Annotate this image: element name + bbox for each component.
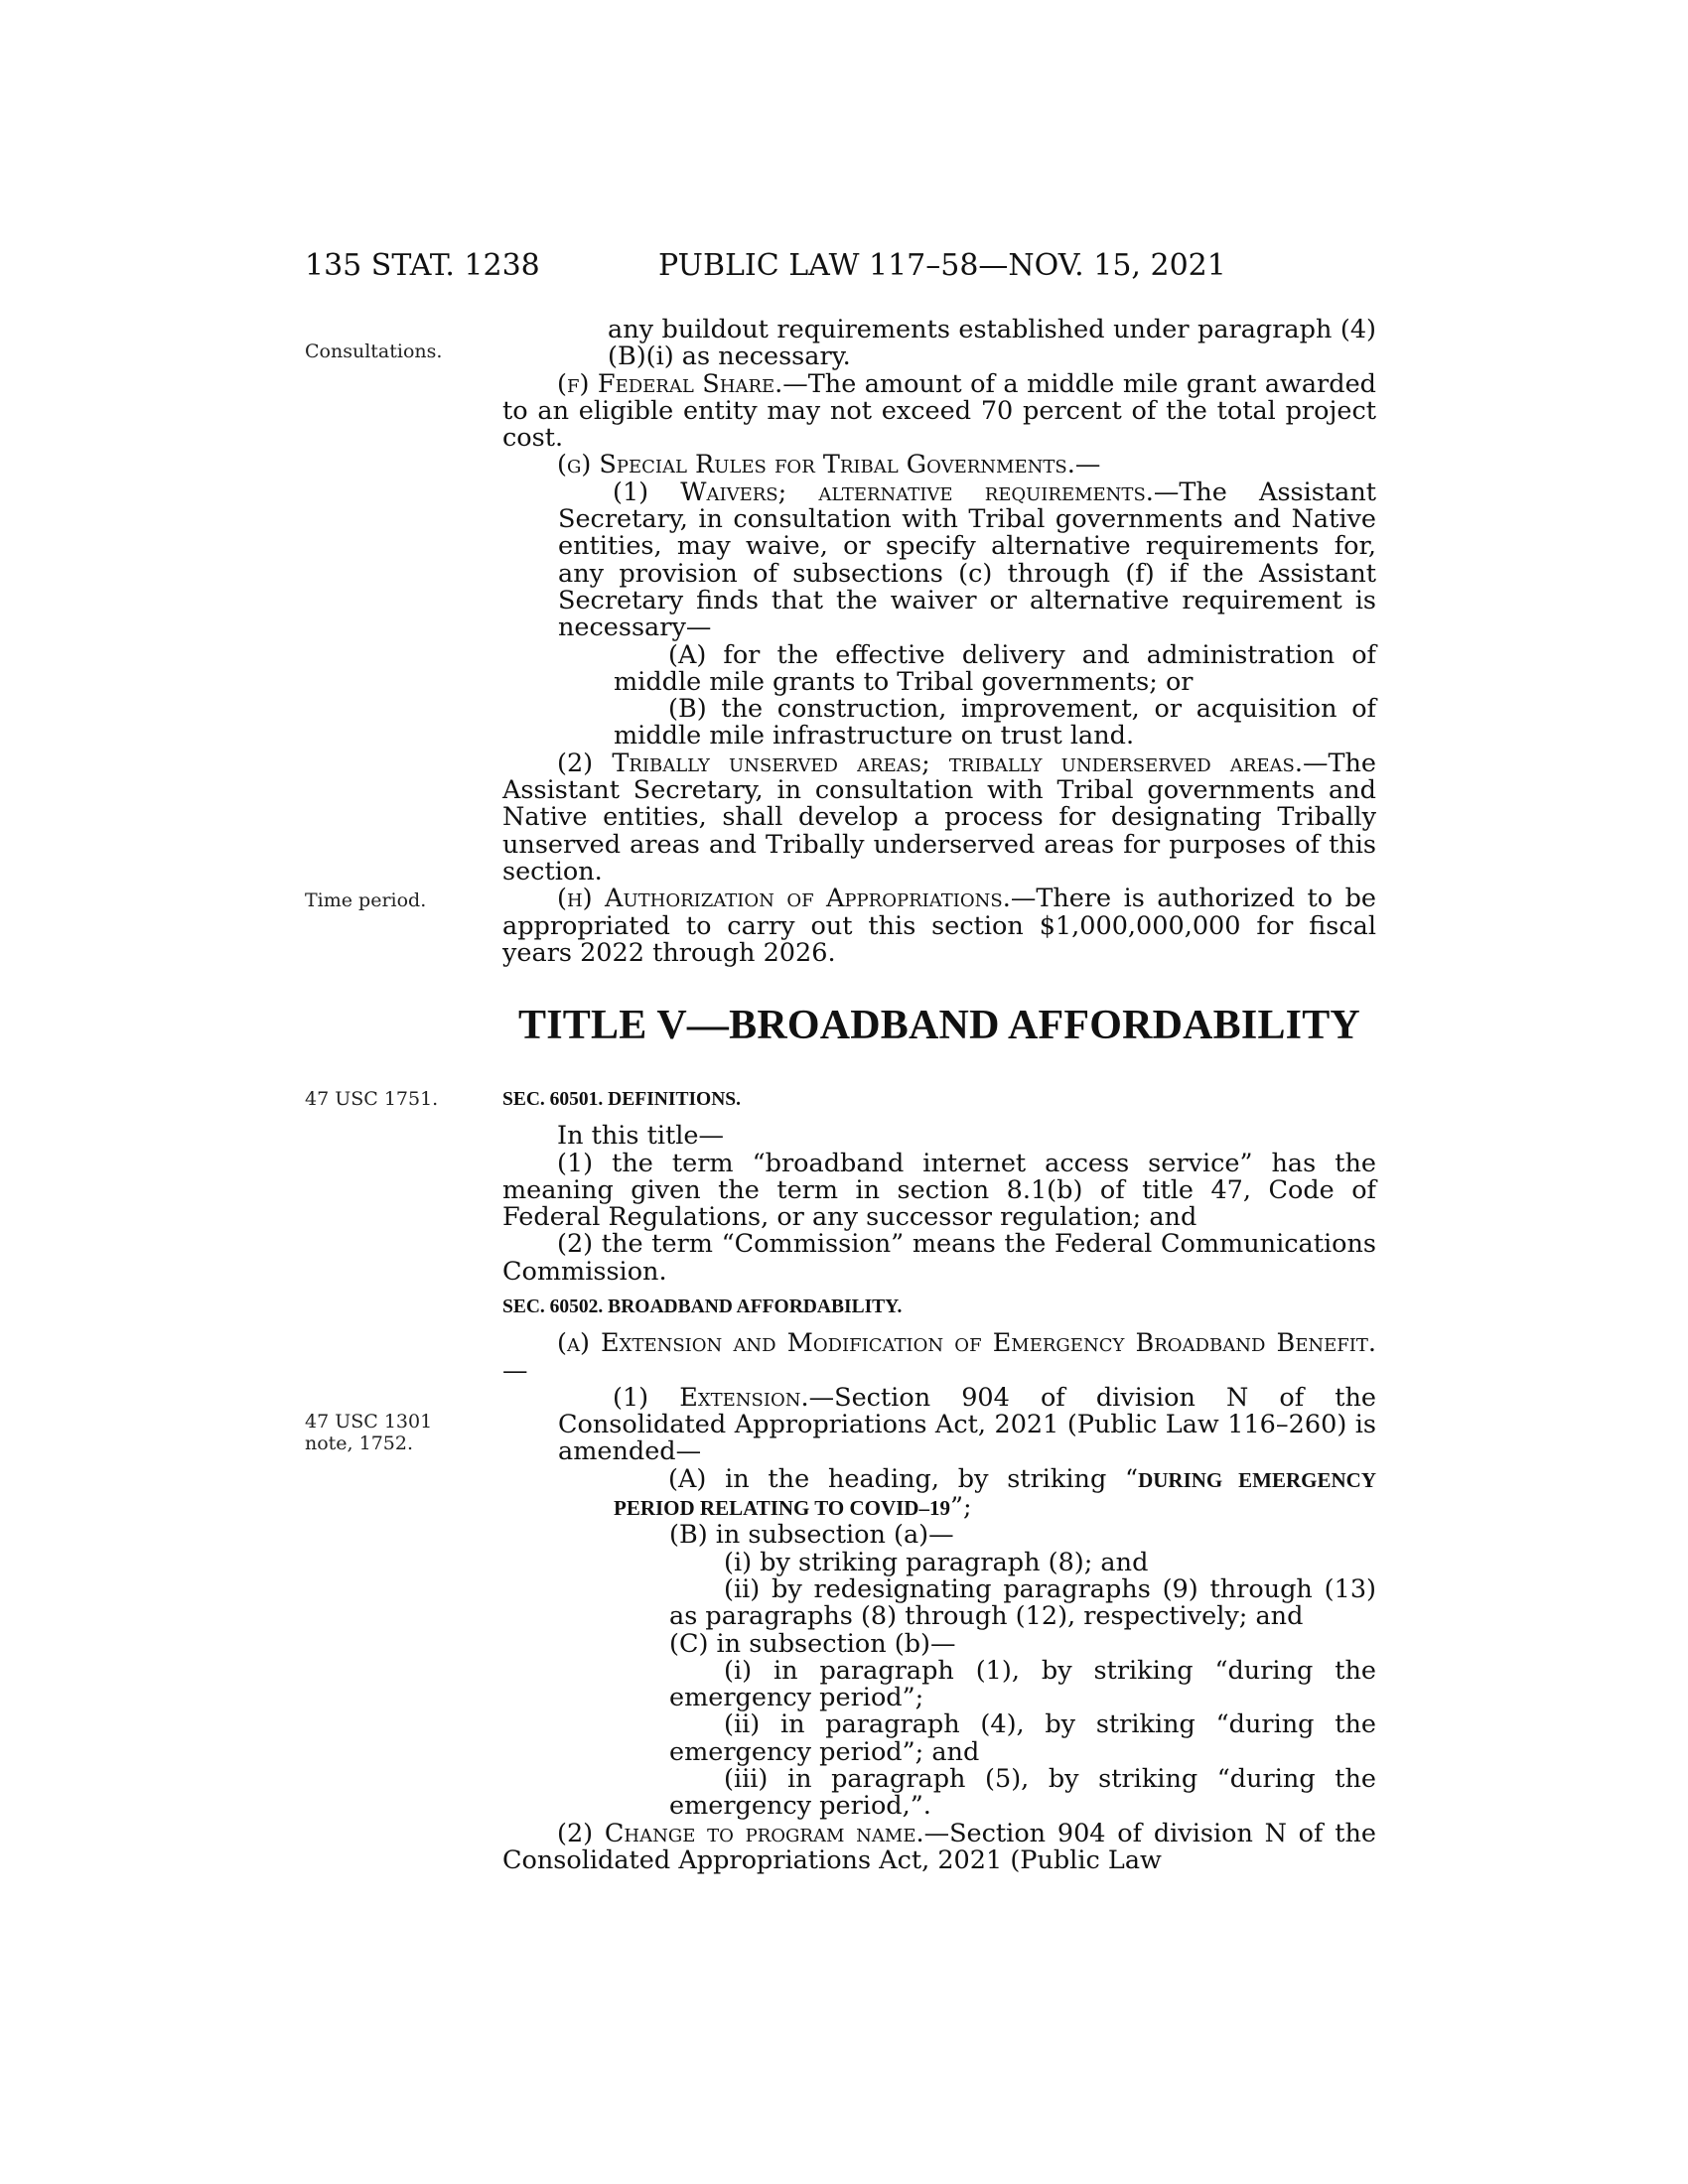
clause-a-suffix: ”; xyxy=(949,1492,972,1523)
clause-a-prefix: (A) in the heading, by striking “ xyxy=(668,1463,1139,1494)
clause-b: (B) in subsection (a)— xyxy=(669,1520,954,1551)
subsection-f-text: —The amount of a middle mile grant awarded to an eligible entity may not exceed 70 percent of the total project cost. xyxy=(502,368,1376,454)
section-60501-intro: In this title— xyxy=(557,1121,725,1152)
margin-note-usc-1301-line2: note, 1752. xyxy=(305,1433,414,1454)
clause-c-i: (i) in paragraph (1), by striking “during the emergency period”; xyxy=(669,1655,1376,1713)
section-60501-paragraph-2: (2) the term “Commission” means the Federal Communications Commission. xyxy=(502,1229,1376,1287)
paragraph-g2-heading: (2) Tribally unserved areas; tribally underserved areas. xyxy=(557,748,1303,778)
paragraph-a1-text: —Section 904 of division N of the Consolidated Appropriations Act, 2021 (Public Law 116–260) is amended— xyxy=(558,1382,1376,1467)
subsection-h-text: —There is authorized to be appropriated to carry out this section $1,000,000,000 for fiscal years 2022 through 2026. xyxy=(502,884,1377,968)
clause-a-struck-heading: DURING EMERGENCY PERIOD RELATING TO COVID–19 xyxy=(614,1467,1376,1521)
paragraph-a2-heading: (2) Change to program name. xyxy=(557,1818,924,1848)
clause-b-i: (i) by striking paragraph (8); and xyxy=(724,1547,1149,1577)
paragraph-a2 xyxy=(502,1818,1376,1875)
subsection-h-heading: (h) Authorization of Appropriations. xyxy=(557,884,1011,914)
buildout-paragraph: any buildout requirements established under paragraph (4)(B)(i) as necessary. xyxy=(608,315,1376,372)
page-number: 135 STAT. 1238 xyxy=(305,248,540,283)
paragraph-g2-text: —The Assistant Secretary, in consultation with Tribal governments and Native entities, shall develop a process for designating Tribally unserved areas and Tribally underserved areas for purposes of this section. xyxy=(502,748,1376,887)
title-heading: TITLE V—BROADBAND AFFORDABILITY xyxy=(518,1003,1360,1048)
clause-g1-b: (B) the construction, improvement, or acquisition of middle mile infrastructure on trust land. xyxy=(614,694,1376,751)
section-60501-paragraph-1: (1) the term “broadband internet access service” has the meaning given the term in section 8.1(b) of title 47, Code of Federal Regulations, or any successor regulation; and xyxy=(502,1148,1376,1233)
paragraph-a1-heading: (1) Extension. xyxy=(613,1382,809,1413)
margin-note-usc-1301-line1: 47 USC 1301 xyxy=(305,1411,433,1433)
section-60502-heading: SEC. 60502. BROADBAND AFFORDABILITY. xyxy=(502,1297,903,1317)
clause-c: (C) in subsection (b)— xyxy=(669,1628,956,1659)
subsection-a xyxy=(502,1330,1376,1385)
paragraph-g1-heading: (1) Waivers; alternative requirements. xyxy=(613,477,1154,507)
section-60501 xyxy=(502,1086,1376,1286)
subsection-a-dash: — xyxy=(502,1355,528,1386)
subsection-f-heading: (f) Federal Share. xyxy=(557,368,783,399)
page-header xyxy=(0,248,1688,288)
margin-note-consultations: Consultations. xyxy=(305,341,443,362)
margin-note-usc-1301 xyxy=(305,1411,464,1454)
clause-g1-a: (A) for the effective delivery and administration of middle mile grants to Tribal governments; or xyxy=(614,639,1376,697)
subsection-g-dash: — xyxy=(1074,450,1101,480)
paragraph-g1-text: —The Assistant Secretary, in consultation with Tribal governments and Native entities, may waive, or specify alternative requirements for, any provision of subsections (c) through (f) if the Assistant Secretary finds that the waiver or alternative requirement is necessary— xyxy=(558,477,1376,643)
section-60502 xyxy=(502,1294,1376,1874)
margin-note-time-period: Time period. xyxy=(305,889,427,911)
section-continuation xyxy=(502,317,1376,967)
paragraph-a1 xyxy=(502,1382,1376,1467)
paragraph-g2 xyxy=(502,748,1376,887)
clause-a xyxy=(502,1463,1376,1523)
law-citation: PUBLIC LAW 117–58—NOV. 15, 2021 xyxy=(658,248,1226,283)
margin-note-usc-1751: 47 USC 1751. xyxy=(305,1088,439,1110)
clause-b-ii: (ii) by redesignating paragraphs (9) through (13) as paragraphs (8) through (12), respectively; and xyxy=(669,1573,1376,1632)
subsection-g xyxy=(502,452,1376,478)
subsection-f xyxy=(502,368,1376,454)
section-60501-heading: SEC. 60501. DEFINITIONS. xyxy=(502,1089,742,1110)
paragraph-g1 xyxy=(502,479,1376,642)
clause-c-iii: (iii) in paragraph (5), by striking “during the emergency period,”. xyxy=(669,1764,1376,1822)
paragraph-a2-text: —Section 904 of division N of the Consolidated Appropriations Act, 2021 (Public Law xyxy=(502,1818,1376,1875)
clause-c-ii: (ii) in paragraph (4), by striking “during the emergency period”; and xyxy=(669,1709,1376,1767)
subsection-g-heading: (g) Special Rules for Tribal Governments. xyxy=(557,450,1075,480)
subsection-h xyxy=(502,886,1376,967)
subsection-a-heading: (a) Extension and Modification of Emergency Broadband Benefit. xyxy=(557,1328,1376,1359)
